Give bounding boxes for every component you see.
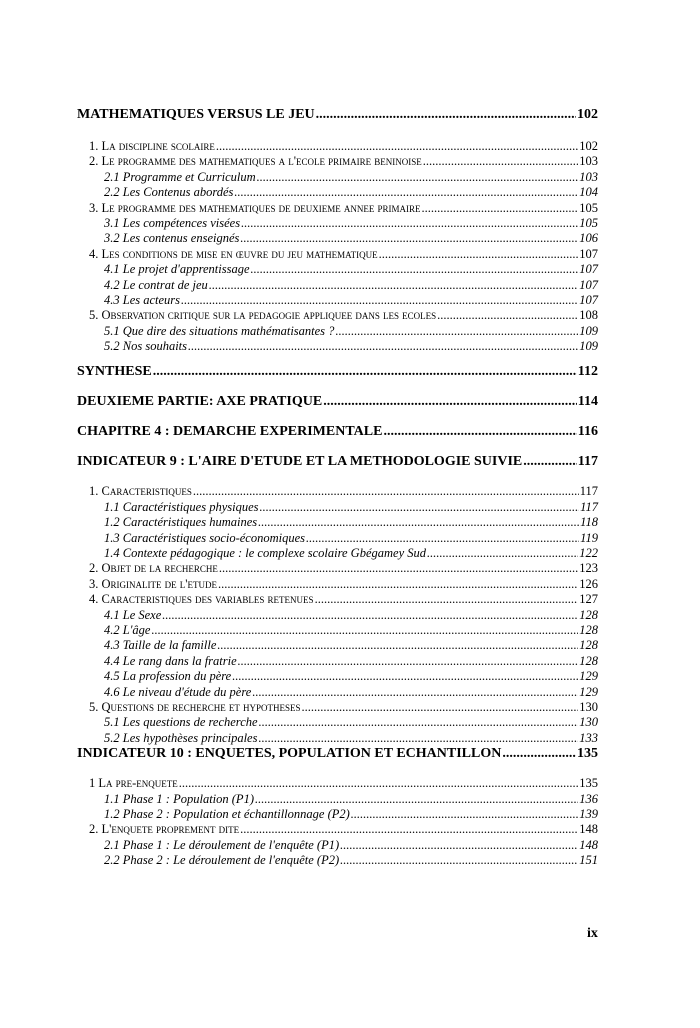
toc-subsection[interactable] [77, 170, 598, 185]
toc-section[interactable] [77, 484, 598, 499]
toc-subsection[interactable] [77, 339, 598, 354]
dot-leader [523, 454, 577, 470]
dot-leader [258, 515, 579, 530]
toc-entry-page: 136 [579, 791, 598, 806]
toc-entry-title: 5. Questions de recherche et hypotheses [89, 699, 301, 714]
toc-entry-title: INDICATEUR 10 : ENQUETES, POPULATION ET ECHANTILLON [77, 746, 502, 762]
toc-entry-page: 102 [577, 107, 598, 122]
toc-entry-title: INDICATEUR 9 : L'AIRE D'ETUDE ET LA METHODOLOGIE SUIVIE [77, 454, 523, 470]
toc-subsection[interactable] [77, 293, 598, 308]
toc-entry-title: 1.4 Contexte pédagogique : le complexe scolaire Gbégamey Sud [104, 546, 427, 561]
toc-entry-title: MATHEMATIQUES VERSUS LE JEU [77, 107, 315, 122]
toc-entry-title: 5.2 Nos souhaits [104, 339, 188, 354]
dot-leader [234, 185, 578, 200]
dot-leader [379, 247, 579, 262]
toc-subsection[interactable] [77, 838, 598, 853]
dot-leader [316, 107, 576, 123]
toc-entry-title: 2.2 Les Contenus abordés [104, 185, 234, 200]
toc-entry-page: 105 [579, 215, 598, 230]
dot-leader [162, 608, 578, 623]
toc-entry-title: 1.1 Caractéristiques physiques [104, 499, 259, 514]
toc-entry-page: 117 [580, 499, 598, 514]
toc-heading[interactable] [77, 107, 598, 127]
toc-entry-title: 1.3 Caractéristiques socio-économiques [104, 530, 306, 545]
toc-entry-page: 130 [579, 715, 598, 730]
dot-leader [151, 623, 578, 638]
toc-entry-title: 2. Objet de la recherche [89, 561, 218, 576]
toc-entry-page: 108 [579, 308, 598, 323]
toc-entry-page: 128 [579, 653, 598, 668]
toc-entry-page: 107 [579, 246, 598, 261]
toc-section[interactable] [77, 154, 598, 169]
dot-leader [257, 170, 579, 185]
toc-subsection[interactable] [77, 278, 598, 293]
toc-subsection[interactable] [77, 807, 598, 822]
dot-leader [240, 822, 578, 837]
toc-entry-page: 106 [579, 231, 598, 246]
toc-entry-page: 116 [577, 424, 598, 440]
toc-section[interactable] [77, 700, 598, 715]
dot-leader [216, 139, 578, 154]
dot-leader [340, 853, 578, 868]
dot-leader [383, 424, 576, 440]
toc-entry-title: 2. Le programme des mathematiques a l'ecole primaire beninoise [89, 154, 422, 169]
toc-entry-title: 4. Les conditions de mise en œuvre du jeu mathematique [89, 246, 378, 261]
toc-entry-page: 128 [579, 622, 598, 637]
toc-entry-page: 129 [579, 684, 598, 699]
toc-entry-title: 1 La pre-enquete [89, 776, 178, 791]
toc-entry-title: 3. Originalite de l'etude [89, 576, 218, 591]
toc-heading[interactable] [77, 394, 598, 414]
toc-entry-page: 109 [579, 323, 598, 338]
toc-entry-title: 4. Caracteristiques des variables retenues [89, 592, 314, 607]
dot-leader [258, 731, 578, 746]
toc-entry-page: 107 [579, 277, 598, 292]
toc-entry-page: 126 [579, 576, 598, 591]
toc-entry-title: 4.2 Le contrat de jeu [104, 277, 208, 292]
toc-subsection[interactable] [77, 669, 598, 684]
toc-entry-page: 118 [580, 515, 598, 530]
table-of-contents [77, 107, 598, 868]
dot-leader [181, 293, 578, 308]
toc-subsection[interactable] [77, 638, 598, 653]
toc-subsection[interactable] [77, 731, 598, 746]
dot-leader [232, 669, 578, 684]
toc-entry-page: 105 [579, 200, 598, 215]
dot-leader [255, 792, 578, 807]
toc-entry-title: 5. Observation critique sur la pedagogie appliquee dans les ecoles [89, 308, 437, 323]
toc-subsection[interactable] [77, 685, 598, 700]
dot-leader [260, 500, 580, 515]
toc-entry-page: 117 [577, 454, 598, 470]
dot-leader [335, 324, 578, 339]
toc-subsection[interactable] [77, 546, 598, 561]
toc-entry-title: 4.2 L'âge [104, 622, 151, 637]
toc-subsection[interactable] [77, 262, 598, 277]
dot-leader [437, 308, 578, 323]
toc-entry-title: SYNTHESE [77, 364, 152, 380]
toc-entry-title: 4.3 Les acteurs [104, 292, 181, 307]
toc-entry-page: 122 [579, 546, 598, 561]
toc-entry-page: 128 [579, 607, 598, 622]
toc-entry-title: 2.1 Programme et Curriculum [104, 169, 256, 184]
toc-entry-title: 4.1 Le projet d'apprentissage [104, 262, 250, 277]
toc-entry-title: 3.1 Les compétences visées [104, 215, 241, 230]
dot-leader [306, 531, 579, 546]
toc-subsection[interactable] [77, 853, 598, 868]
toc-entry-page: 135 [577, 746, 598, 762]
dot-leader [323, 394, 577, 410]
dot-leader [238, 654, 579, 669]
dot-leader [351, 807, 578, 822]
toc-entry-title: 2. L'enquete proprement dite [89, 822, 240, 837]
toc-entry-title: 1. Caracteristiques [89, 484, 192, 499]
dot-leader [252, 685, 578, 700]
toc-entry-title: 4.1 Le Sexe [104, 607, 162, 622]
dot-leader [219, 561, 578, 576]
page-number: ix [587, 926, 598, 941]
toc-heading[interactable] [77, 746, 598, 766]
dot-leader [502, 746, 576, 762]
toc-entry-title: 4.6 Le niveau d'étude du père [104, 684, 252, 699]
toc-subsection[interactable] [77, 608, 598, 623]
toc-subsection[interactable] [77, 792, 598, 807]
toc-subsection[interactable] [77, 623, 598, 638]
toc-entry-title: 4.4 Le rang dans la fratrie [104, 653, 237, 668]
toc-entry-title: 5.2 Les hypothèses principales [104, 730, 258, 745]
toc-subsection[interactable] [77, 231, 598, 246]
toc-entry-page: 114 [577, 394, 598, 410]
dot-leader [193, 484, 579, 499]
toc-entry-page: 109 [579, 339, 598, 354]
dot-leader [251, 262, 579, 277]
toc-entry-page: 119 [580, 530, 598, 545]
toc-entry-title: 2.1 Phase 1 : Le déroulement de l'enquête (P1) [104, 837, 340, 852]
dot-leader [427, 546, 578, 561]
toc-subsection[interactable] [77, 324, 598, 339]
toc-entry-title: 4.5 La profession du père [104, 669, 232, 684]
toc-entry-page: 104 [579, 185, 598, 200]
toc-entry-title: 4.3 Taille de la famille [104, 638, 217, 653]
toc-entry-title: 3.2 Les contenus enseignés [104, 231, 240, 246]
toc-entry-title: DEUXIEME PARTIE: AXE PRATIQUE [77, 394, 323, 410]
toc-entry-page: 130 [579, 699, 598, 714]
toc-subsection[interactable] [77, 515, 598, 530]
toc-section[interactable] [77, 308, 598, 323]
dot-leader [209, 278, 578, 293]
toc-heading[interactable] [77, 424, 598, 444]
toc-entry-page: 103 [579, 169, 598, 184]
toc-entry-page: 148 [579, 837, 598, 852]
toc-section[interactable] [77, 201, 598, 216]
toc-subsection[interactable] [77, 715, 598, 730]
dot-leader [188, 339, 578, 354]
toc-subsection[interactable] [77, 500, 598, 515]
toc-section[interactable] [77, 822, 598, 837]
dot-leader [240, 231, 578, 246]
toc-entry-page: 127 [579, 592, 598, 607]
toc-entry-page: 112 [577, 364, 598, 380]
toc-entry-page: 123 [579, 561, 598, 576]
toc-heading[interactable] [77, 364, 598, 384]
dot-leader [153, 364, 577, 380]
toc-entry-title: 1.2 Caractéristiques humaines [104, 515, 258, 530]
toc-entry-title: 5.1 Que dire des situations mathématisantes ? [104, 323, 335, 338]
dot-leader [423, 154, 578, 169]
toc-entry-page: 129 [579, 669, 598, 684]
toc-entry-page: 107 [579, 262, 598, 277]
toc-entry-title: 3. Le programme des mathematiques de deuxieme annee primaire [89, 200, 421, 215]
dot-leader [315, 592, 579, 607]
toc-section[interactable] [77, 139, 598, 154]
dot-leader [422, 201, 579, 216]
toc-entry-page: 148 [579, 822, 598, 837]
dot-leader [340, 838, 578, 853]
toc-entry-title: 1. La discipline scolaire [89, 139, 215, 153]
dot-leader [217, 638, 578, 653]
toc-subsection[interactable] [77, 185, 598, 200]
toc-entry-page: 103 [579, 154, 598, 169]
dot-leader [302, 700, 579, 715]
toc-entry-page: 128 [579, 638, 598, 653]
toc-entry-title: 5.1 Les questions de recherche [104, 715, 258, 730]
toc-heading[interactable] [77, 454, 598, 474]
toc-entry-title: 1.2 Phase 2 : Population et échantillonnage (P2) [104, 806, 350, 821]
toc-entry-title: CHAPITRE 4 : DEMARCHE EXPERIMENTALE [77, 424, 383, 440]
dot-leader [218, 577, 578, 592]
toc-entry-page: 135 [579, 776, 598, 791]
toc-section[interactable] [77, 776, 598, 791]
toc-entry-page: 102 [579, 139, 598, 153]
toc-entry-page: 139 [579, 806, 598, 821]
toc-subsection[interactable] [77, 216, 598, 231]
toc-entry-page: 133 [579, 730, 598, 745]
toc-section[interactable] [77, 247, 598, 262]
dot-leader [241, 216, 578, 231]
toc-entry-page: 107 [579, 292, 598, 307]
toc-entry-title: 2.2 Phase 2 : Le déroulement de l'enquête (P2) [104, 853, 340, 868]
toc-entry-title: 1.1 Phase 1 : Population (P1) [104, 791, 254, 806]
toc-subsection[interactable] [77, 531, 598, 546]
toc-section[interactable] [77, 561, 598, 576]
dot-leader [179, 776, 578, 791]
toc-entry-page: 151 [579, 853, 598, 868]
toc-section[interactable] [77, 592, 598, 607]
toc-subsection[interactable] [77, 654, 598, 669]
toc-entry-page: 117 [579, 484, 598, 499]
toc-section[interactable] [77, 577, 598, 592]
dot-leader [259, 715, 579, 730]
